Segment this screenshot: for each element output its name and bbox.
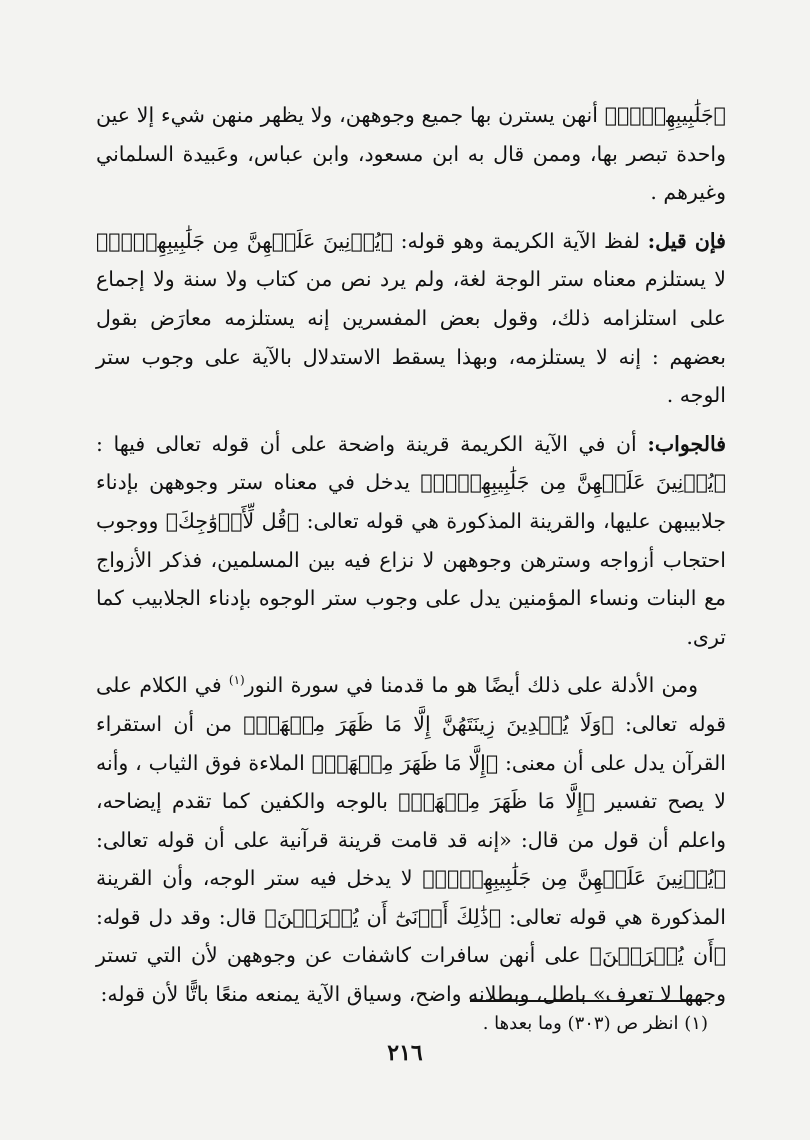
footnote-divider (470, 1000, 706, 1002)
paragraph-2-text: لفظ الآية الكريمة وهو قوله: ﴿يُدۡنِينَ عَلَيۡهِنَّ مِن جَلَٰبِيبِهِنَّۚ﴾ لا يستلزم معناه ستر الوجة لغة، ولم يرد نص من كتاب ولا سنة ولا إجماع على استلزامه ذلك، وقول بعض المفسرين إنه يستلزمه معارَض بقول بعضهم : إنه لا يستلزمه، وبهذا يسقط الاستدلال بالآية على وجوب ستر الوجه . (96, 228, 726, 408)
paragraph-3-text: أن في الآية الكريمة قرينة واضحة على أن قوله تعالى فيها : ﴿يُدۡنِينَ عَلَيۡهِنَّ مِن جَلَٰبِيبِهِنَّۚ﴾ يدخل في معناه ستر وجوههن بإدناء جلابيبهن عليها، والقرينة المذكورة هي قوله تعالى: ﴿قُل لِّأَزۡوَٰجِكَ﴾ ووجوب احتجاب أزواجه وسترهن وجوههن لا نزاع فيه بين المسلمين، فذكر الأزواج مع البنات ونساء المؤمنين يدل على وجوب ستر الوجوه بإدناء الجلابيب كما ترى. (96, 431, 726, 649)
paragraph-4 (96, 666, 726, 1013)
footnote: (١) انظر ص (٣٠٣) وما بعدها . (482, 1013, 708, 1034)
paragraph-3 (96, 425, 726, 657)
answer-lead: فالجواب: (647, 431, 726, 456)
paragraph-4-text: في الكلام على قوله تعالى: ﴿وَلَا يُبۡدِينَ زِينَتَهُنَّ إِلَّا مَا ظَهَرَ مِنۡهَاۖ﴾ من أن استقراء القرآن يدل على أن معنى: ﴿إِلَّا مَا ظَهَرَ مِنۡهَاۖ﴾ الملاءة فوق الثياب ، وأنه لا يصح تفسير ﴿إِلَّا مَا ظَهَرَ مِنۡهَاۖ﴾ بالوجه والكفين كما تقدم إيضاحه، واعلم أن قول من قال: «إنه قد قامت قرينة قرآنية على أن قوله تعالى: ﴿يُدۡنِينَ عَلَيۡهِنَّ مِن جَلَٰبِيبِهِنَّۚ﴾ لا يدخل فيه ستر الوجه، وأن القرينة المذكورة هي قوله تعالى: ﴿ذَٰلِكَ أَدۡنَىٰٓ أَن يُعۡرَفۡنَ﴾ قال: وقد دل قوله: ﴿أَن يُعۡرَفۡنَ﴾ على أنهن سافرات كاشفات عن وجوههن لأن التي تستر وجهها لا تعرف» باطل، وبطلانه واضح، وسياق الآية يمنعه منعًا باتًّا لأن قوله: (96, 673, 726, 1007)
paragraph-2 (96, 222, 726, 415)
question-lead: فإن قيل: (647, 228, 726, 253)
main-text (96, 96, 726, 1014)
paragraph-1-text: ﴿جَلَٰبِيبِهِنَّۚ﴾ أنهن يسترن بها جميع وجوههن، ولا يظهر منهن شيء إلا عين واحدة تبصر بها، وممن قال به ابن مسعود، وابن عباس، وعَبيدة السلماني وغيرهم . (96, 103, 726, 205)
paragraph-1 (96, 96, 726, 212)
footnote-reference[interactable]: (١) (228, 673, 245, 688)
paragraph-4-text-start: ومن الأدلة على ذلك أيضًا هو ما قدمنا في سورة النور (244, 673, 698, 698)
page-number: ٢١٦ (387, 1040, 423, 1066)
